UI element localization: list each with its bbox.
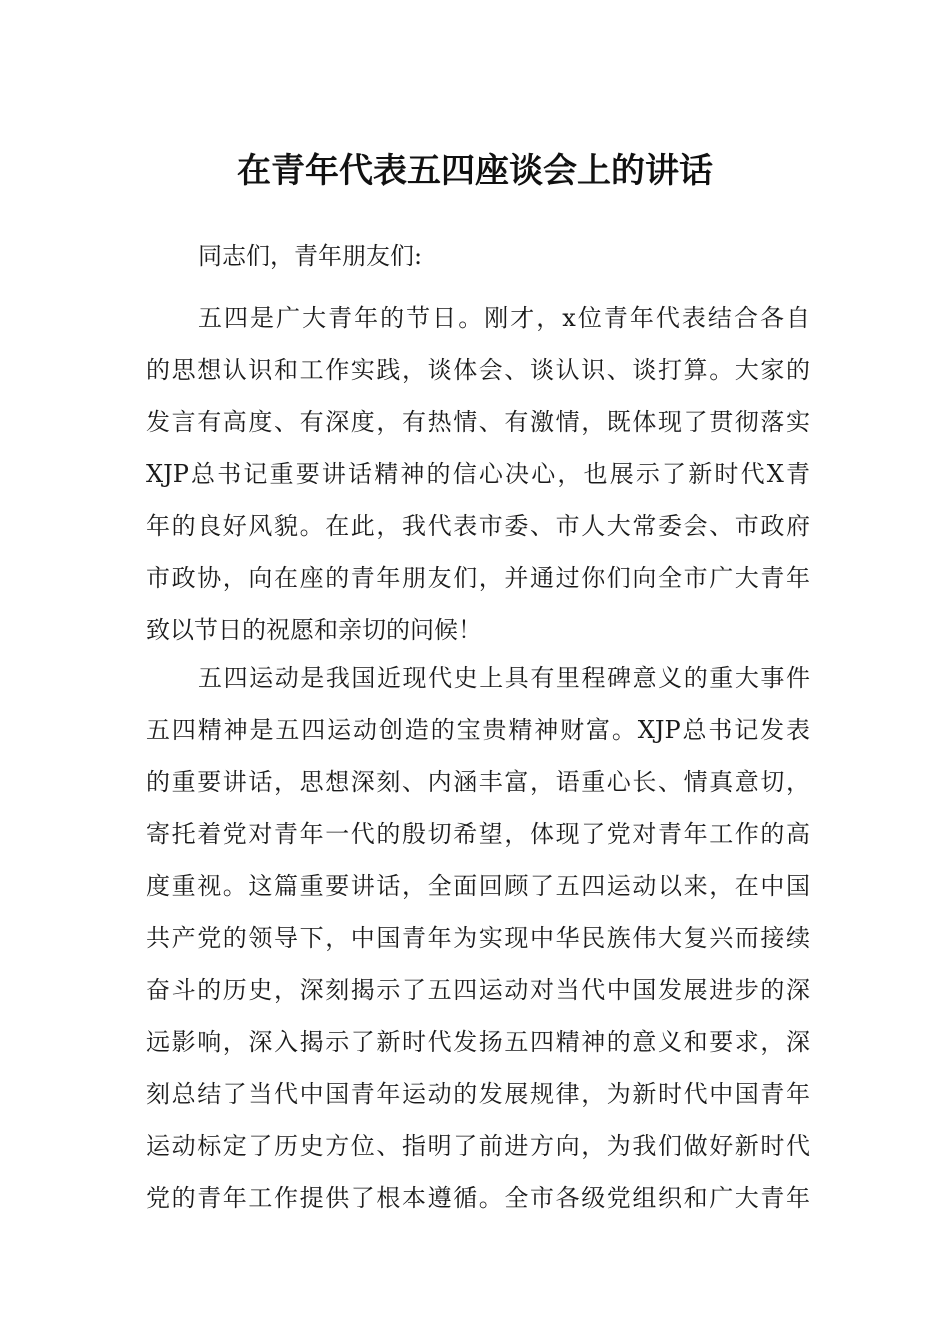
- paragraph-line: XJP总书记重要讲话精神的信心决心，也展示了新时代X青: [146, 460, 810, 488]
- paragraph-2: [146, 652, 810, 1224]
- paragraph-line: 度重视。这篇重要讲话，全面回顾了五四运动以来，在中国: [146, 872, 810, 900]
- paragraph-line: 年的良好风貌。在此，我代表市委、市人大常委会、市政府: [146, 512, 810, 540]
- paragraph-line: 共产党的领导下，中国青年为实现中华民族伟大复兴而接续: [146, 924, 810, 952]
- paragraph-line: 奋斗的历史，深刻揭示了五四运动对当代中国发展进步的深: [146, 976, 810, 1004]
- paragraph-line: 的思想认识和工作实践，谈体会、谈认识、谈打算。大家的: [146, 356, 810, 384]
- paragraph-line: 五四精神是五四运动创造的宝贵精神财富。XJP总书记发表: [146, 716, 810, 744]
- paragraph-line: 运动标定了历史方位、指明了前进方向，为我们做好新时代: [146, 1132, 810, 1160]
- paragraph-line: 五四是广大青年的节日。刚才，x位青年代表结合各自: [198, 304, 810, 332]
- paragraph-line: 刻总结了当代中国青年运动的发展规律，为新时代中国青年: [146, 1080, 810, 1108]
- paragraph-line: 致以节日的祝愿和亲切的问候！: [146, 616, 482, 644]
- document-title: 在青年代表五四座谈会上的讲话: [237, 151, 713, 191]
- paragraph-line: 五四运动是我国近现代史上具有里程碑意义的重大事件: [198, 664, 810, 692]
- paragraph-line: 寄托着党对青年一代的殷切希望，体现了党对青年工作的高: [146, 820, 810, 848]
- salutation: 同志们，青年朋友们:: [198, 242, 423, 270]
- paragraph-line: 远影响，深入揭示了新时代发扬五四精神的意义和要求，深: [146, 1028, 810, 1056]
- paragraph-line: 的重要讲话，思想深刻、内涵丰富，语重心长、情真意切，: [146, 768, 810, 796]
- paragraph-line: 市政协，向在座的青年朋友们，并通过你们向全市广大青年: [146, 564, 810, 592]
- paragraph-1: [146, 292, 810, 656]
- paragraph-line: 党的青年工作提供了根本遵循。全市各级党组织和广大青年: [146, 1184, 810, 1212]
- paragraph-line: 发言有高度、有深度，有热情、有激情，既体现了贯彻落实: [146, 408, 810, 436]
